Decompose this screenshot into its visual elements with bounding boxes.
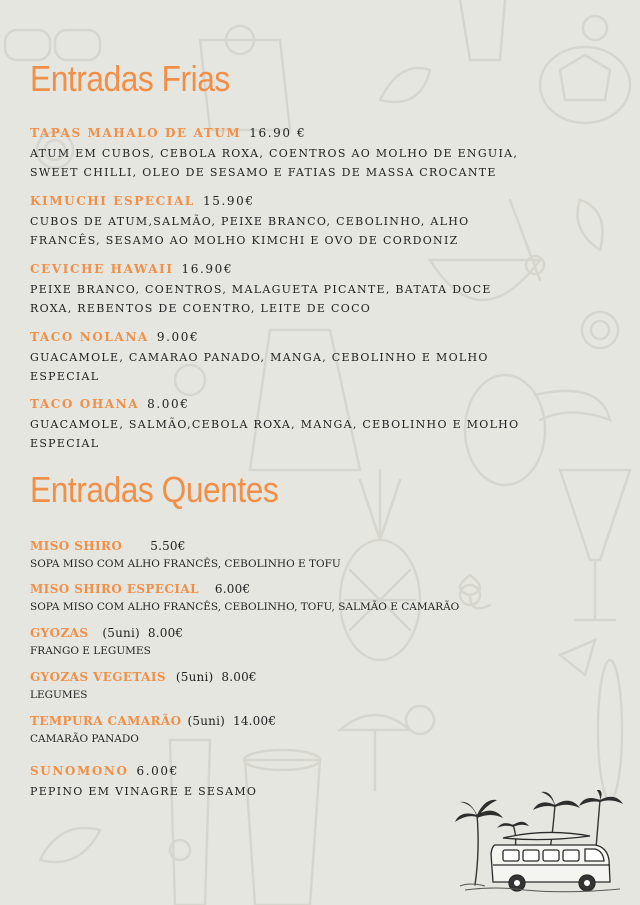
- item-price: 8.00€: [221, 670, 257, 684]
- item-price: 8.00€: [147, 397, 190, 411]
- item-description: SOPA MISO COM ALHO FRANCÊS, CEBOLINHO, TOFU, SALMÃO E CAMARÃO: [30, 601, 460, 613]
- item-name: TACO OHANA: [30, 397, 140, 411]
- item-quantity: (5uni): [187, 714, 225, 728]
- item-description: PEPINO EM VINAGRE E SESAMO: [30, 785, 258, 798]
- menu-item: [30, 125, 520, 182]
- menu-item: [30, 193, 520, 250]
- item-name: TEMPURA CAMARÃO: [30, 714, 182, 728]
- item-name: KIMUCHI ESPECIAL: [30, 194, 195, 208]
- item-price: 9.00€: [156, 330, 200, 344]
- item-description: CAMARÃO PANADO: [30, 733, 139, 745]
- item-description: GUACAMOLE, CAMARAO PANADO, MANGA, CEBOLINHO E MOLHO ESPECIAL: [30, 351, 489, 383]
- item-name: TACO NOLANA: [30, 330, 149, 344]
- item-price: 15.90€: [202, 194, 255, 208]
- item-name: MISO SHIRO: [30, 539, 123, 553]
- item-name: SUNOMONO: [30, 764, 129, 778]
- section-title-cold: Entradas Frias: [30, 58, 230, 99]
- item-description: GUACAMOLE, SALMÃO,CEBOLA ROXA, MANGA, CEBOLINHO E MOLHO ESPECIAL: [30, 418, 520, 450]
- item-price: 14.00€: [233, 714, 277, 728]
- item-name: MISO SHIRO ESPECIAL: [30, 582, 199, 596]
- item-description: PEIXE BRANCO, COENTROS, MALAGUETA PICANTE, BATATA DOCE ROXA, REBENTOS DE COENTRO, LEITE DE COCO: [30, 283, 492, 315]
- item-price: 5.50€: [150, 539, 186, 553]
- item-price: 16.90€: [181, 262, 234, 276]
- menu-item: [30, 538, 520, 574]
- item-name: TAPAS MAHALO DE ATUM: [30, 126, 242, 140]
- item-price: 6.00€: [136, 764, 179, 778]
- menu-item: [30, 763, 520, 801]
- item-description: LEGUMES: [30, 689, 88, 701]
- item-description: ATUM EM CUBOS, CEBOLA ROXA, COENTROS AO MOLHO DE ENGUIA, SWEET CHILLI, OLEO DE SESAMO E FATIAS DE MASSA CROCANTE: [30, 147, 519, 179]
- menu-item: [30, 669, 520, 705]
- menu-item: [30, 396, 520, 453]
- item-name: CEVICHE HAWAII: [30, 262, 174, 276]
- section-title-hot: Entradas Quentes: [30, 469, 279, 510]
- item-price: 8.00€: [147, 626, 184, 640]
- van-palm-illustration: [455, 790, 625, 895]
- item-description: SOPA MISO COM ALHO FRANCÊS, CEBOLINHO E TOFU: [30, 558, 341, 570]
- menu-item: [30, 713, 520, 749]
- item-quantity: (5uni): [175, 670, 214, 684]
- item-price: 16.90 €: [249, 126, 307, 140]
- item-name: GYOZAS VEGETAIS: [30, 670, 166, 684]
- item-description: CUBOS DE ATUM,SALMÃO, PEIXE BRANCO, CEBOLINHO, ALHO FRANCÊS, SESAMO AO MOLHO KIMCHI E OVO DE CORDONIZ: [30, 215, 470, 247]
- menu-item: [30, 625, 520, 661]
- menu-item: [30, 261, 520, 318]
- item-quantity: (5uni): [102, 626, 140, 640]
- menu-item: [30, 581, 520, 617]
- item-price: 6.00€: [214, 582, 251, 596]
- item-name: GYOZAS: [30, 626, 89, 640]
- menu-item: [30, 329, 520, 386]
- item-description: FRANGO E LEGUMES: [30, 645, 151, 657]
